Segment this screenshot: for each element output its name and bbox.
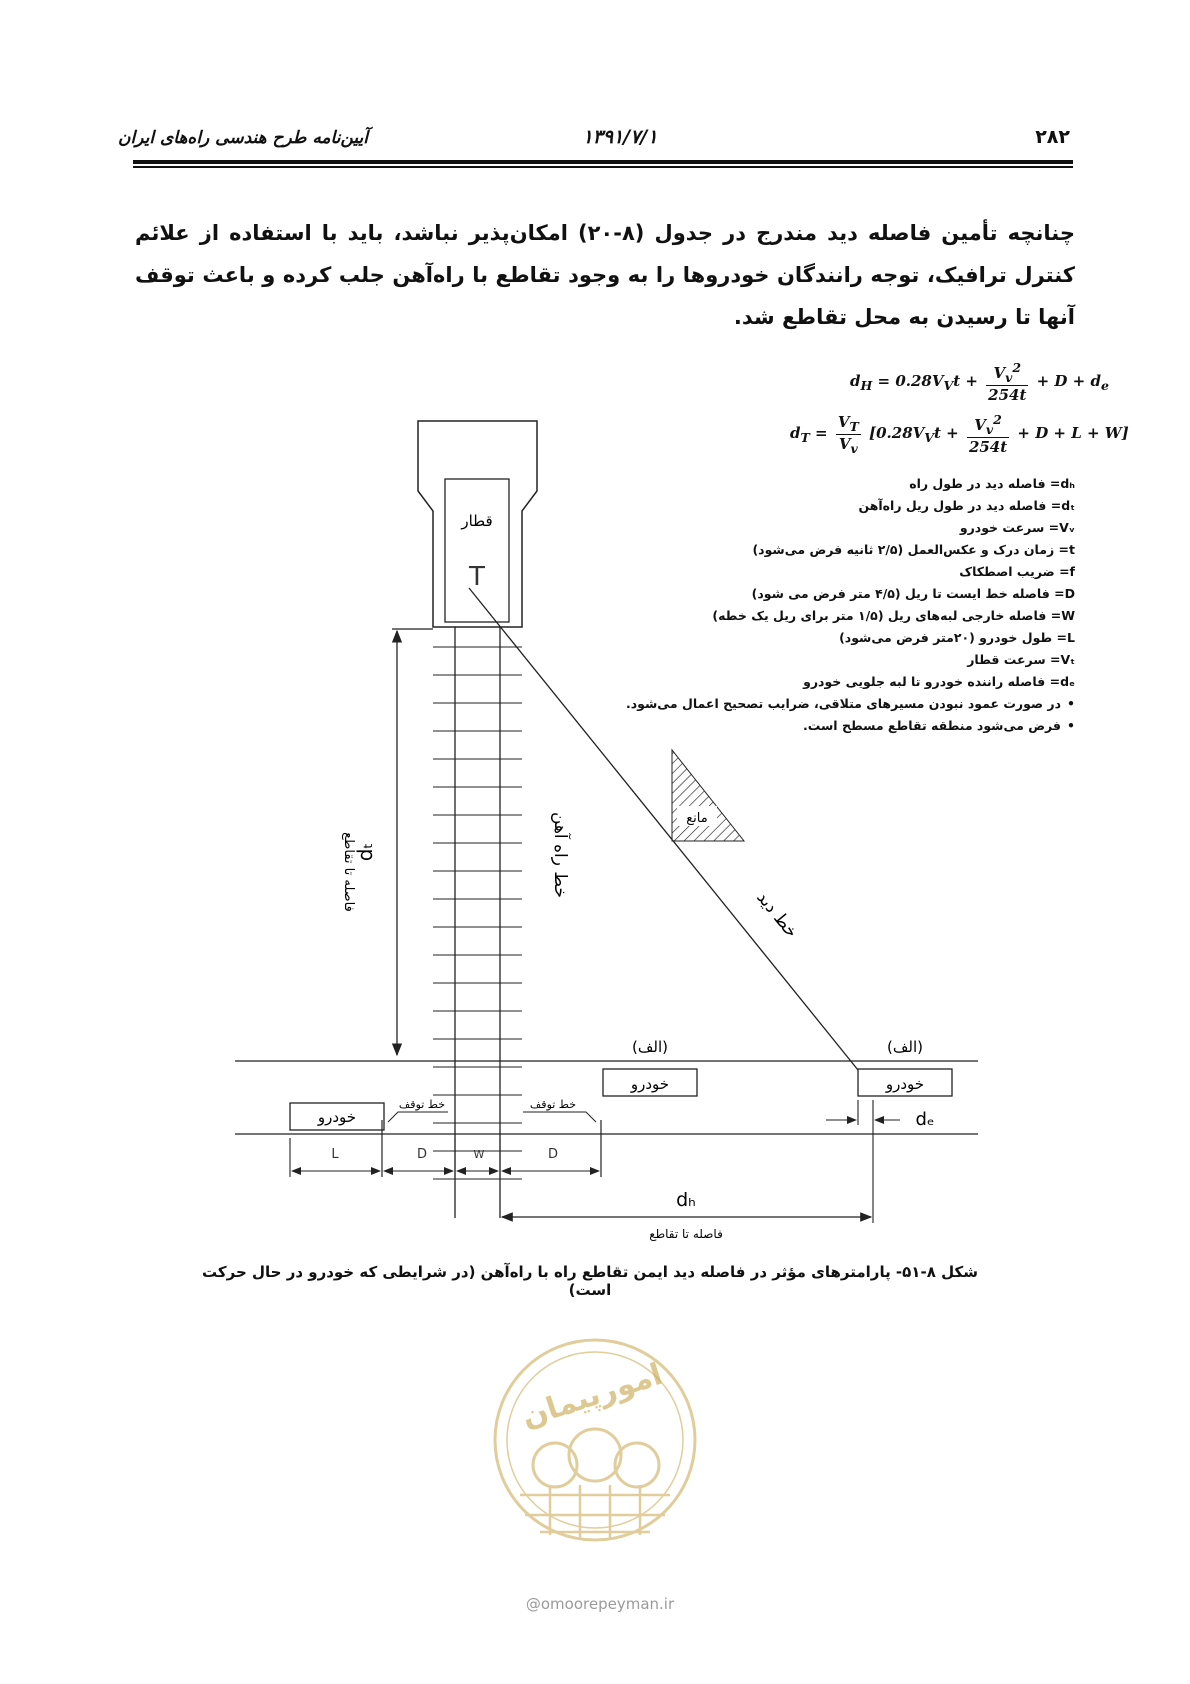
legend-item: Vᵥ= سرعت خودرو (959, 520, 1075, 535)
alef-label-2: (الف) (887, 1038, 923, 1056)
dt-label: dₜ (353, 842, 377, 862)
dist-to-crossing-horizontal-label: فاصله تا تقاطع (649, 1227, 723, 1241)
formula-dT: $d_T$ = $\frac{V_T}{V_v}$ [$0.28V_Vt$ + $\frac{V_v^2}{254t}$ + D + L + W] (790, 412, 1129, 456)
figure-caption: شکل ۸-۵۱- پارامترهای مؤثر در فاصله دید ایمن تقاطع راه با راه‌آهن (در شرایطی که خودرو در حال حرکت است) (202, 1263, 978, 1299)
train-label: قطار (461, 512, 493, 530)
logo-ring-icon (495, 1340, 695, 1540)
dim-L-label: L (331, 1147, 339, 1162)
train-letter: T (469, 562, 485, 592)
legend-item: dₑ= فاصله راننده خودرو تا لبه جلویی خودرو (803, 674, 1075, 689)
watermark-logo (480, 1320, 710, 1590)
dim-D1-label: D (416, 1147, 428, 1162)
dist-to-crossing-vertical-label: فاصله تا تقاطع (341, 832, 356, 912)
note-item: • فرض می‌شود منطقه تقاطع مسطح است. (700, 715, 1075, 737)
car-label-1: خودرو (630, 1075, 670, 1093)
body-paragraph: چنانچه تأمین فاصله دید مندرج در جدول (۸-۲۰) امکان‌پذیر نباشد، باید با استفاده از علائم کنترل ترافیک، توجه رانندگان خودروها را به وجود تقاطع با راه‌آهن جلب کرده و باعث توقف آنها تا رسیدن به محل تقاطع شد. (135, 221, 1075, 329)
dim-D2-label: D (547, 1147, 559, 1162)
sight-line (469, 588, 858, 1070)
legend-item: dₜ= فاصله دید در طول ریل راه‌آهن (858, 498, 1075, 513)
legend-item: Vₜ= سرعت قطار (967, 652, 1075, 667)
legend-item: D= فاصله خط ایست تا ریل (۴/۵ متر فرض می شود) (751, 586, 1075, 601)
stop-line-label-1: خط توقف (398, 1098, 446, 1111)
train-inner-box (445, 479, 509, 622)
note-item: • در صورت عمود نبودن مسیرهای متلاقی، ضرایب تصحیح اعمال می‌شود. (700, 693, 1075, 715)
dim-W-label: W (473, 1148, 485, 1161)
watermark-url: @omoorepeyman.ir (525, 1595, 675, 1613)
obstacle-label: مانع (686, 811, 708, 826)
alef-label-1: (الف) (632, 1038, 668, 1056)
sight-line-label: خط دید (752, 887, 802, 942)
legend-item: L= طول خودرو (۲۰متر فرض می‌شود) (839, 630, 1075, 645)
watermark-logo-text: امورپیمان (517, 1356, 667, 1436)
gear-icon (569, 1429, 621, 1481)
rail-line-label: خط راه آهن (550, 812, 570, 898)
car-label-2: خودرو (885, 1075, 925, 1093)
legend-item: t= زمان درک و عکس‌العمل (۲/۵ ثانیه فرض می‌شود) (752, 542, 1075, 557)
dH-label: dₕ (676, 1189, 696, 1211)
obstacle-hatch (672, 750, 744, 841)
legend-item: dₕ= فاصله دید در طول راه (909, 476, 1075, 491)
gear-icon (615, 1443, 659, 1487)
header-date: ۱۳۹۱/۷/۱ (582, 126, 658, 148)
legend-item: f= ضریب اصطکاک (959, 564, 1075, 579)
de-label: dₑ (915, 1109, 935, 1130)
rail-sleepers (433, 647, 522, 1179)
legend-item: W= فاصله خارجی لبه‌های ریل (۱/۵ متر برای ریل یک خطه) (712, 608, 1075, 623)
formula-dH: $d_H = 0.28V_Vt$ + $\frac{V_v^2}{254t}$ + $D + d_e$ (850, 360, 1109, 404)
book-title: آیین‌نامه طرح هندسی راه‌های ایران (118, 128, 368, 148)
stop-line-label-2: خط توقف (529, 1098, 577, 1111)
page-number: ۲۸۲ (1035, 126, 1070, 148)
car-label-3: خودرو (317, 1108, 357, 1126)
